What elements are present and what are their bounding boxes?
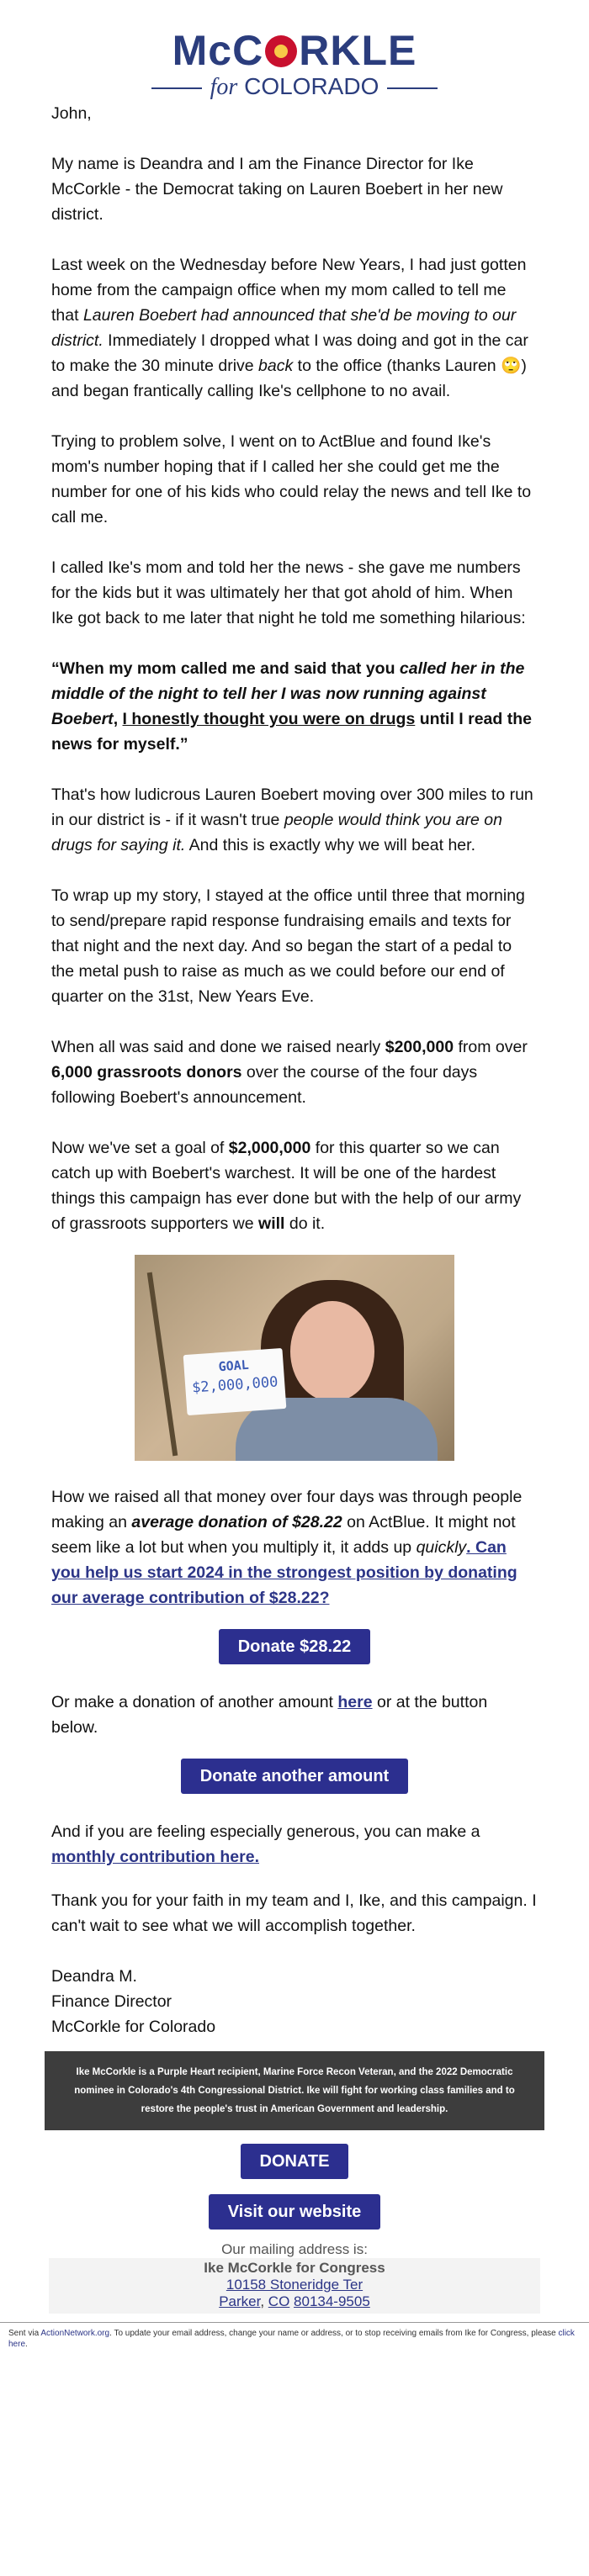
actionnetwork-link[interactable]: ActionNetwork.org: [40, 2329, 110, 2338]
logo-name-right: RKLE: [299, 27, 417, 74]
signature-title: Finance Director: [51, 1992, 172, 2011]
text-emphasis: quickly: [416, 1538, 467, 1557]
donate-amount-row: [0, 1629, 589, 1664]
text: to the office (thanks Lauren: [293, 357, 501, 375]
text: for this quarter so we can catch up with Boebert's warchest. It will be one of the hardest things this campaign has ever done but with the help of our army of grassroots supporters we: [51, 1139, 522, 1233]
eye-roll-emoji-icon: 🙄: [501, 357, 522, 375]
logo-sun-icon: [265, 35, 297, 67]
address-zip[interactable]: 80134-9505: [294, 2293, 370, 2309]
footer-website-row: [0, 2194, 589, 2230]
paragraph-ludicrous: [51, 782, 538, 858]
paragraph-story-start: [51, 252, 538, 404]
goal-sign-label: GOAL: [218, 1357, 250, 1375]
donor-count: 6,000 grassroots donors: [51, 1063, 242, 1082]
text: from over: [454, 1038, 528, 1056]
paragraph-raised: [51, 1034, 538, 1110]
average-donation: average donation of $28.22: [131, 1513, 342, 1531]
donate-other-row: [0, 1759, 589, 1794]
paragraph-average: [51, 1484, 538, 1611]
text: .: [25, 2340, 28, 2349]
text: Last week on the Wednesday before New Years, I had just gotten home from the campaign office when my mom called to tell me that: [51, 256, 527, 325]
campaign-logo: [0, 0, 589, 101]
email-body-other: [0, 1690, 589, 1740]
text: ,: [113, 710, 123, 728]
signature: [51, 1964, 538, 2039]
text: That's how ludicrous Lauren Boebert moving over 300 miles to run in our district is - if it wasn't true: [51, 785, 533, 829]
visit-website-button[interactable]: Visit our website: [209, 2194, 381, 2230]
text: When all was said and done we raised nearly: [51, 1038, 385, 1056]
paragraph-intro: My name is Deandra and I am the Finance Director for Ike McCorkle - the Democrat taking on Lauren Boebert in her new district.: [51, 155, 503, 224]
logo-state: COLORADO: [244, 73, 379, 99]
text-bold: will: [258, 1214, 285, 1233]
logo-rule-left: [151, 87, 202, 89]
footer-donate-row: [0, 2144, 589, 2179]
donate-other-button[interactable]: Donate another amount: [181, 1759, 408, 1794]
email-body-continued: [0, 1484, 589, 1611]
text: Sent via: [8, 2329, 41, 2338]
text: Now we've set a goal of: [51, 1139, 229, 1157]
greeting: John,: [51, 104, 92, 123]
text: . To update your email address, change your name or address, or to stop receiving emails from Ike for Congress, please: [109, 2329, 559, 2338]
address-org: Ike McCorkle for Congress: [204, 2260, 385, 2276]
signature-org: McCorkle for Colorado: [51, 2018, 216, 2036]
photo-branch: [147, 1272, 178, 1457]
paragraph-wrap-up: To wrap up my story, I stayed at the office until three that morning to send/prepare rapid response fundraising emails and texts for that night and the next day. And so began the start of a pedal to the metal push to raise as much as we could before our end of quarter on the 31st, New Years Eve.: [51, 886, 525, 1006]
logo-name-left: McC: [172, 27, 264, 74]
text-emphasis: back: [258, 357, 294, 375]
text: Immediately I dropped what I was doing and got in the car to make the 30 minute drive: [51, 331, 528, 375]
text: or at the button below.: [51, 1693, 488, 1737]
address-city[interactable]: Parker: [219, 2293, 261, 2309]
paragraph-actblue: Trying to problem solve, I went on to ActBlue and found Ike's mom's number hoping that if I called her she could get me the number for one of his kids who could relay the news and tell Ike to call me.: [51, 432, 532, 526]
goal-sign: [183, 1348, 287, 1415]
paragraph-goal: [51, 1135, 538, 1236]
logo-wordmark: [0, 29, 589, 72]
text: until I read the news for myself.”: [51, 710, 532, 754]
logo-rule-right: [387, 87, 438, 89]
email-body-closing: [0, 1819, 589, 2039]
text: How we raised all that money over four days was through people making an: [51, 1488, 523, 1531]
donate-average-link[interactable]: . Can you help us start 2024 in the strongest position by donating our average contribution of $28.22?: [51, 1538, 517, 1607]
amount-raised: $200,000: [385, 1038, 454, 1056]
photo-face: [290, 1301, 374, 1402]
text: on ActBlue. It might not seem like a lot but when you multiply it, it adds up: [51, 1513, 516, 1557]
legal-footer: [0, 2322, 589, 2350]
goal-photo: [135, 1255, 454, 1461]
mailing-address: Ike McCorkle for Congress 10158 Stoneridge Ter Parker, CO 80134-9505: [49, 2258, 540, 2314]
paragraph-monthly: [51, 1819, 538, 1870]
text: do it.: [284, 1214, 326, 1233]
signature-name: Deandra M.: [51, 1967, 137, 1986]
text: “When my mom called me and said that you: [51, 659, 400, 678]
paragraph-ike-mom: I called Ike's mom and told her the news - she gave me numbers for the kids but it was ultimately her that got ahold of him. When Ike got back to me later that night he told me something hilarious:: [51, 558, 526, 627]
address-state[interactable]: CO: [268, 2293, 290, 2309]
text: ) and began frantically calling Ike's cellphone to no avail.: [51, 357, 527, 400]
goal-amount: $2,000,000: [228, 1139, 311, 1157]
goal-sign-amount: $2,000,000: [191, 1373, 279, 1397]
text-emphasis: people would think you are on drugs for saying it.: [51, 811, 502, 854]
text: over the course of the four days following Boebert's announcement.: [51, 1063, 478, 1107]
text-emphasis: Lauren Boebert had announced that she'd be moving to our district.: [51, 306, 517, 350]
text-underline: I honestly thought you were on drugs: [122, 710, 416, 728]
mailing-label: Our mailing address is:: [221, 2241, 368, 2257]
footer-donate-button[interactable]: DONATE: [241, 2144, 349, 2179]
text: Or make a donation of another amount: [51, 1693, 338, 1711]
text: And if you are feeling especially generous, you can make a: [51, 1822, 480, 1841]
other-amount-link[interactable]: here: [337, 1693, 373, 1711]
email-body: [0, 101, 589, 1236]
logo-for: for: [210, 74, 238, 100]
logo-subtitle: [0, 74, 589, 100]
paragraph-thanks: Thank you for your faith in my team and I, Ike, and this campaign. I can't wait to see what we will accomplish together.: [51, 1891, 537, 1935]
monthly-contribution-link[interactable]: monthly contribution here.: [51, 1848, 259, 1866]
text: And this is exactly why we will beat her.: [185, 836, 475, 854]
text-emphasis: called her in the middle of the night to tell her I was now running against Boebert: [51, 659, 525, 728]
quote: [51, 656, 538, 757]
unsubscribe-link[interactable]: click here: [8, 2329, 575, 2349]
paragraph-other-amount: [51, 1690, 538, 1740]
address-street[interactable]: 10158 Stoneridge Ter: [226, 2277, 363, 2293]
footer-bio: Ike McCorkle is a Purple Heart recipient, Marine Force Recon Veteran, and the 2022 Democratic nominee in Colorado's 4th Congressional District. Ike will fight for working class families and to restore the people's trust in American Government and leadership.: [45, 2051, 544, 2130]
donate-amount-button[interactable]: Donate $28.22: [219, 1629, 371, 1664]
